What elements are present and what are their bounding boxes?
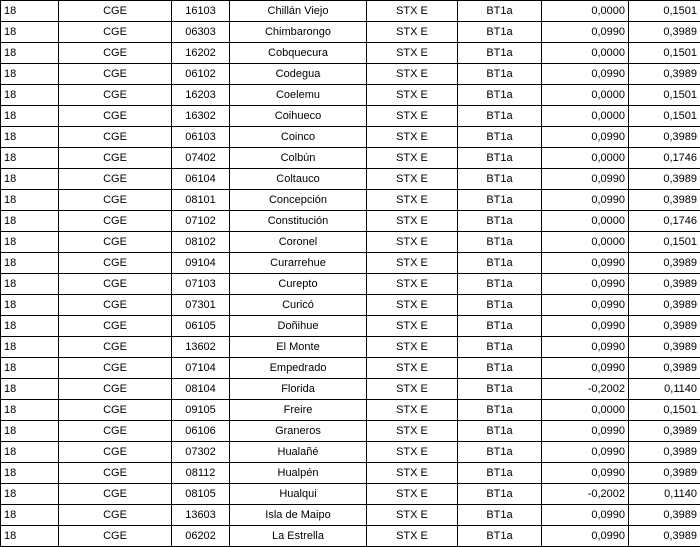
commune-code-cell: 13602	[172, 337, 230, 358]
commune-name-cell: Coelemu	[230, 85, 367, 106]
value-1-cell: 0,0990	[542, 22, 629, 43]
value-1-cell: 0,0000	[542, 85, 629, 106]
value-1-cell: 0,0990	[542, 463, 629, 484]
commune-name-cell: Chillán Viejo	[230, 1, 367, 22]
value-2-cell: 0,3989	[629, 253, 700, 274]
table-row	[1, 505, 700, 526]
zone-cell: 18	[1, 1, 59, 22]
value-2-cell: 0,3989	[629, 169, 700, 190]
tariff-cell: BT1a	[458, 337, 542, 358]
commune-code-cell: 08104	[172, 379, 230, 400]
tariff-cell: BT1a	[458, 379, 542, 400]
system-cell: STX E	[367, 421, 458, 442]
tariff-cell: BT1a	[458, 295, 542, 316]
commune-code-cell: 08101	[172, 190, 230, 211]
commune-code-cell: 07104	[172, 358, 230, 379]
system-cell: STX E	[367, 43, 458, 64]
system-cell: STX E	[367, 211, 458, 232]
table-row	[1, 127, 700, 148]
value-2-cell: 0,1140	[629, 379, 700, 400]
commune-code-cell: 07302	[172, 442, 230, 463]
company-cell: CGE	[59, 484, 172, 505]
value-1-cell: 0,0990	[542, 526, 629, 547]
commune-code-cell: 07102	[172, 211, 230, 232]
zone-cell: 18	[1, 148, 59, 169]
table-row	[1, 85, 700, 106]
commune-name-cell: Colbún	[230, 148, 367, 169]
value-2-cell: 0,3989	[629, 505, 700, 526]
system-cell: STX E	[367, 358, 458, 379]
value-1-cell: 0,0000	[542, 148, 629, 169]
commune-code-cell: 09105	[172, 400, 230, 421]
system-cell: STX E	[367, 316, 458, 337]
value-2-cell: 0,1501	[629, 106, 700, 127]
commune-code-cell: 07103	[172, 274, 230, 295]
table-row	[1, 295, 700, 316]
zone-cell: 18	[1, 484, 59, 505]
company-cell: CGE	[59, 64, 172, 85]
commune-code-cell: 06303	[172, 22, 230, 43]
system-cell: STX E	[367, 526, 458, 547]
company-cell: CGE	[59, 526, 172, 547]
company-cell: CGE	[59, 463, 172, 484]
company-cell: CGE	[59, 169, 172, 190]
commune-name-cell: Coronel	[230, 232, 367, 253]
company-cell: CGE	[59, 400, 172, 421]
value-1-cell: 0,0000	[542, 211, 629, 232]
tariff-cell: BT1a	[458, 190, 542, 211]
system-cell: STX E	[367, 337, 458, 358]
company-cell: CGE	[59, 148, 172, 169]
table-row	[1, 1, 700, 22]
tariff-cell: BT1a	[458, 43, 542, 64]
system-cell: STX E	[367, 85, 458, 106]
table-row	[1, 211, 700, 232]
table-row	[1, 190, 700, 211]
value-1-cell: 0,0990	[542, 358, 629, 379]
zone-cell: 18	[1, 295, 59, 316]
commune-code-cell: 09104	[172, 253, 230, 274]
value-2-cell: 0,1501	[629, 1, 700, 22]
value-2-cell: 0,1501	[629, 43, 700, 64]
table-row	[1, 463, 700, 484]
commune-name-cell: Coltauco	[230, 169, 367, 190]
table-row	[1, 400, 700, 421]
tariff-cell: BT1a	[458, 64, 542, 85]
value-2-cell: 0,3989	[629, 421, 700, 442]
commune-code-cell: 07402	[172, 148, 230, 169]
company-cell: CGE	[59, 190, 172, 211]
tariff-cell: BT1a	[458, 400, 542, 421]
value-1-cell: 0,0990	[542, 295, 629, 316]
company-cell: CGE	[59, 295, 172, 316]
commune-name-cell: El Monte	[230, 337, 367, 358]
table-row	[1, 358, 700, 379]
tariff-cell: BT1a	[458, 442, 542, 463]
commune-code-cell: 16202	[172, 43, 230, 64]
commune-name-cell: Chimbarongo	[230, 22, 367, 43]
value-2-cell: 0,3989	[629, 337, 700, 358]
value-1-cell: 0,0990	[542, 316, 629, 337]
commune-code-cell: 16203	[172, 85, 230, 106]
zone-cell: 18	[1, 211, 59, 232]
tariff-cell: BT1a	[458, 127, 542, 148]
commune-name-cell: Curicó	[230, 295, 367, 316]
value-1-cell: 0,0000	[542, 106, 629, 127]
system-cell: STX E	[367, 274, 458, 295]
commune-code-cell: 06103	[172, 127, 230, 148]
system-cell: STX E	[367, 148, 458, 169]
commune-name-cell: Concepción	[230, 190, 367, 211]
company-cell: CGE	[59, 106, 172, 127]
zone-cell: 18	[1, 64, 59, 85]
tariff-cell: BT1a	[458, 232, 542, 253]
zone-cell: 18	[1, 85, 59, 106]
table-row	[1, 169, 700, 190]
system-cell: STX E	[367, 442, 458, 463]
system-cell: STX E	[367, 295, 458, 316]
tariff-cell: BT1a	[458, 463, 542, 484]
company-cell: CGE	[59, 316, 172, 337]
commune-name-cell: Curarrehue	[230, 253, 367, 274]
commune-name-cell: Cobquecura	[230, 43, 367, 64]
company-cell: CGE	[59, 442, 172, 463]
value-1-cell: 0,0990	[542, 253, 629, 274]
commune-code-cell: 08102	[172, 232, 230, 253]
table-row	[1, 442, 700, 463]
table-body	[1, 1, 700, 547]
commune-name-cell: Hualqui	[230, 484, 367, 505]
value-2-cell: 0,3989	[629, 274, 700, 295]
zone-cell: 18	[1, 526, 59, 547]
system-cell: STX E	[367, 1, 458, 22]
table-row	[1, 526, 700, 547]
company-cell: CGE	[59, 22, 172, 43]
table-row	[1, 484, 700, 505]
zone-cell: 18	[1, 232, 59, 253]
zone-cell: 18	[1, 400, 59, 421]
zone-cell: 18	[1, 505, 59, 526]
value-1-cell: 0,0000	[542, 43, 629, 64]
commune-code-cell: 06202	[172, 526, 230, 547]
company-cell: CGE	[59, 211, 172, 232]
commune-name-cell: La Estrella	[230, 526, 367, 547]
value-2-cell: 0,3989	[629, 22, 700, 43]
zone-cell: 18	[1, 190, 59, 211]
value-1-cell: 0,0990	[542, 127, 629, 148]
zone-cell: 18	[1, 379, 59, 400]
tariff-cell: BT1a	[458, 526, 542, 547]
value-1-cell: 0,0990	[542, 337, 629, 358]
zone-cell: 18	[1, 106, 59, 127]
company-cell: CGE	[59, 127, 172, 148]
tariff-cell: BT1a	[458, 22, 542, 43]
value-2-cell: 0,1746	[629, 148, 700, 169]
system-cell: STX E	[367, 253, 458, 274]
commune-code-cell: 08112	[172, 463, 230, 484]
value-1-cell: 0,0990	[542, 505, 629, 526]
value-1-cell: 0,0990	[542, 274, 629, 295]
tariff-cell: BT1a	[458, 274, 542, 295]
commune-code-cell: 07301	[172, 295, 230, 316]
zone-cell: 18	[1, 337, 59, 358]
commune-name-cell: Hualañé	[230, 442, 367, 463]
table-row	[1, 421, 700, 442]
tariff-cell: BT1a	[458, 421, 542, 442]
tariff-cell: BT1a	[458, 484, 542, 505]
commune-name-cell: Empedrado	[230, 358, 367, 379]
value-1-cell: 0,0990	[542, 64, 629, 85]
company-cell: CGE	[59, 421, 172, 442]
tariff-cell: BT1a	[458, 106, 542, 127]
zone-cell: 18	[1, 274, 59, 295]
tariff-cell: BT1a	[458, 148, 542, 169]
commune-code-cell: 06106	[172, 421, 230, 442]
commune-code-cell: 16302	[172, 106, 230, 127]
value-2-cell: 0,1746	[629, 211, 700, 232]
system-cell: STX E	[367, 505, 458, 526]
value-2-cell: 0,1501	[629, 400, 700, 421]
value-2-cell: 0,3989	[629, 64, 700, 85]
commune-name-cell: Hualpén	[230, 463, 367, 484]
system-cell: STX E	[367, 127, 458, 148]
value-2-cell: 0,1501	[629, 85, 700, 106]
tariff-cell: BT1a	[458, 358, 542, 379]
table-row	[1, 22, 700, 43]
tariff-cell: BT1a	[458, 253, 542, 274]
system-cell: STX E	[367, 400, 458, 421]
value-1-cell: -0,2002	[542, 379, 629, 400]
commune-code-cell: 06104	[172, 169, 230, 190]
table-row	[1, 64, 700, 85]
company-cell: CGE	[59, 274, 172, 295]
commune-name-cell: Freire	[230, 400, 367, 421]
commune-code-cell: 06105	[172, 316, 230, 337]
table-row	[1, 106, 700, 127]
commune-name-cell: Isla de Maipo	[230, 505, 367, 526]
system-cell: STX E	[367, 379, 458, 400]
value-1-cell: 0,0990	[542, 169, 629, 190]
value-1-cell: 0,0990	[542, 421, 629, 442]
tariff-cell: BT1a	[458, 85, 542, 106]
value-1-cell: -0,2002	[542, 484, 629, 505]
value-1-cell: 0,0000	[542, 232, 629, 253]
zone-cell: 18	[1, 253, 59, 274]
commune-name-cell: Constitución	[230, 211, 367, 232]
tariff-cell: BT1a	[458, 211, 542, 232]
commune-name-cell: Florida	[230, 379, 367, 400]
commune-code-cell: 06102	[172, 64, 230, 85]
value-2-cell: 0,1501	[629, 232, 700, 253]
value-2-cell: 0,3989	[629, 190, 700, 211]
commune-name-cell: Doñihue	[230, 316, 367, 337]
table-row	[1, 232, 700, 253]
zone-cell: 18	[1, 43, 59, 64]
value-2-cell: 0,3989	[629, 526, 700, 547]
company-cell: CGE	[59, 232, 172, 253]
table-row	[1, 253, 700, 274]
table-row	[1, 43, 700, 64]
value-1-cell: 0,0000	[542, 400, 629, 421]
table-row	[1, 379, 700, 400]
value-2-cell: 0,3989	[629, 463, 700, 484]
tariff-cell: BT1a	[458, 169, 542, 190]
table-row	[1, 316, 700, 337]
system-cell: STX E	[367, 106, 458, 127]
zone-cell: 18	[1, 127, 59, 148]
commune-code-cell: 08105	[172, 484, 230, 505]
tariff-cell: BT1a	[458, 1, 542, 22]
system-cell: STX E	[367, 64, 458, 85]
value-2-cell: 0,3989	[629, 295, 700, 316]
tariff-cell: BT1a	[458, 505, 542, 526]
table-row	[1, 148, 700, 169]
value-2-cell: 0,3989	[629, 316, 700, 337]
zone-cell: 18	[1, 442, 59, 463]
company-cell: CGE	[59, 337, 172, 358]
table-row	[1, 274, 700, 295]
value-2-cell: 0,3989	[629, 127, 700, 148]
company-cell: CGE	[59, 505, 172, 526]
company-cell: CGE	[59, 85, 172, 106]
company-cell: CGE	[59, 358, 172, 379]
commune-code-cell: 13603	[172, 505, 230, 526]
system-cell: STX E	[367, 484, 458, 505]
company-cell: CGE	[59, 1, 172, 22]
tariff-cell: BT1a	[458, 316, 542, 337]
zone-cell: 18	[1, 316, 59, 337]
value-2-cell: 0,1140	[629, 484, 700, 505]
value-1-cell: 0,0000	[542, 1, 629, 22]
company-cell: CGE	[59, 43, 172, 64]
zone-cell: 18	[1, 421, 59, 442]
table-row	[1, 337, 700, 358]
system-cell: STX E	[367, 169, 458, 190]
commune-name-cell: Curepto	[230, 274, 367, 295]
zone-cell: 18	[1, 169, 59, 190]
zone-cell: 18	[1, 358, 59, 379]
commune-name-cell: Coihueco	[230, 106, 367, 127]
zone-cell: 18	[1, 22, 59, 43]
commune-name-cell: Codegua	[230, 64, 367, 85]
system-cell: STX E	[367, 232, 458, 253]
system-cell: STX E	[367, 190, 458, 211]
company-cell: CGE	[59, 379, 172, 400]
value-1-cell: 0,0990	[542, 442, 629, 463]
value-1-cell: 0,0990	[542, 190, 629, 211]
commune-code-cell: 16103	[172, 1, 230, 22]
system-cell: STX E	[367, 463, 458, 484]
zone-cell: 18	[1, 463, 59, 484]
system-cell: STX E	[367, 22, 458, 43]
commune-name-cell: Coinco	[230, 127, 367, 148]
commune-name-cell: Graneros	[230, 421, 367, 442]
company-cell: CGE	[59, 253, 172, 274]
value-2-cell: 0,3989	[629, 442, 700, 463]
value-2-cell: 0,3989	[629, 358, 700, 379]
